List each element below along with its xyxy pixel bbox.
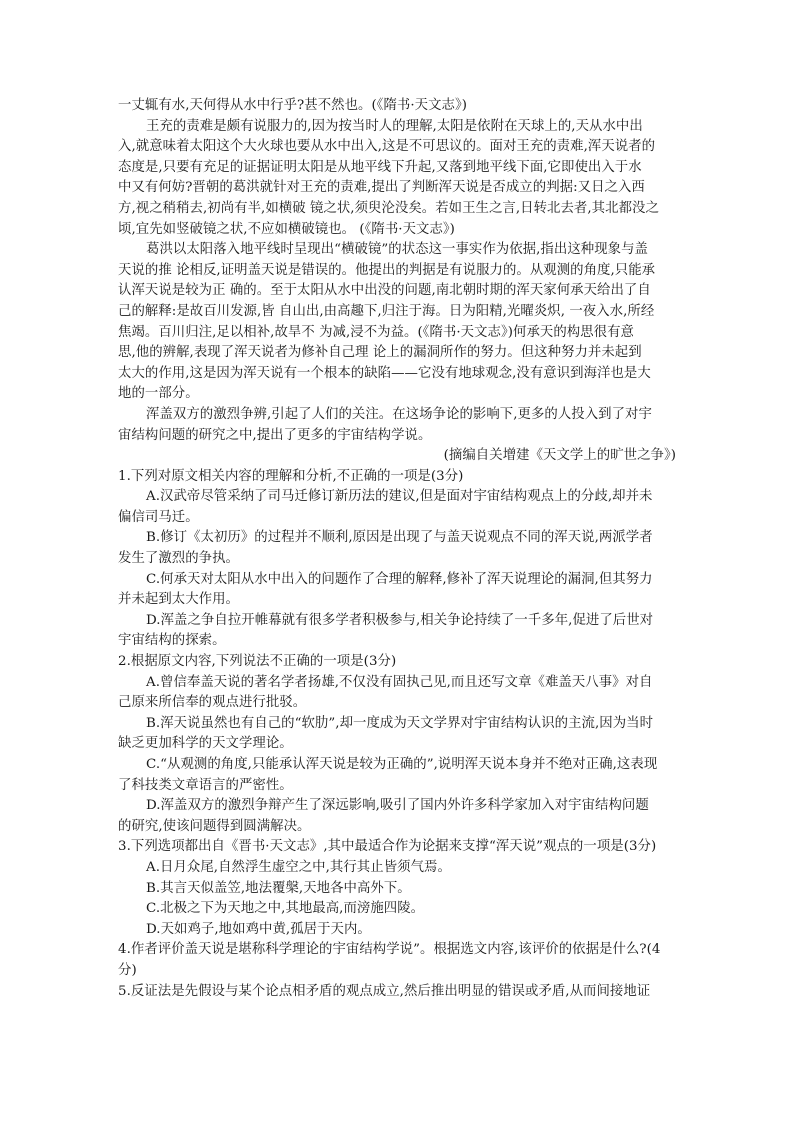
text-line: D.浑盖双方的激烈争辩产生了深远影响,吸引了国内外许多科学家加入对宇宙结构问题 [146, 798, 649, 814]
text-line: 发生了激烈的争执。 [118, 551, 239, 567]
text-line: 一丈辄有水,天何得从水中行乎?甚不然也。(《隋书·天文志》) [118, 98, 468, 113]
text-line: 入,就意味着太阳这个大火球也要从水中出入,这是不可思议的。面对王充的责难,浑天说者的 [118, 139, 656, 155]
text-line: 认浑天说是较为正 确的。至于太阳从水中出没的问题,南北朝时期的浑天家何承天给出了自 [118, 283, 651, 299]
text-line: 顷,宜先如竖破镜之状,不应如横破镜也。 (《隋书·天文志》) [118, 221, 455, 237]
text-line: 偏信司马迁。 [118, 509, 199, 525]
text-line: 王充的责难是颇有说服力的,因为按当时人的理解,太阳是依附在天球上的,天从水中出 [146, 118, 643, 134]
text-line: 己原来所信奉的观点进行批驳。 [118, 695, 307, 711]
text-line: 分) [118, 962, 137, 978]
text-line: C.“从观测的角度,只能承认浑天说是较为正确的”,说明浑天说本身并不绝对正确,这表现 [146, 757, 658, 772]
text-line: (摘编自关增建《天文学上的旷世之争》) [443, 448, 676, 464]
text-line: 4.作者评价盖天说是堪称科学理论的宇宙结构学说”。根据选文内容,该评价的依据是什么?(4 [118, 942, 661, 958]
text-line: 思,他的辨解,表现了浑天说者为修补自己理 论上的漏洞所作的努力。但这种努力并未起到 [118, 345, 642, 361]
document-body [118, 96, 676, 1002]
text-line: A.日月众尾,自然浮生虚空之中,其行其止皆须气焉。 [146, 859, 451, 875]
text-line: 葛洪以太阳落入地平线时呈现出“横破镜”的状态这一事实作为依据,指出这种现象与盖 [146, 242, 648, 258]
text-line: A.汉武帝尽管采纳了司马迁修订新历法的建议,但是面对宇宙结构观点上的分歧,却并未 [146, 489, 653, 505]
text-line: 中又有何妨?晋朝的葛洪就针对王充的责难,提出了判断浑天说是否成立的判据:又日之入西 [118, 180, 645, 196]
text-line: 缺乏更加科学的天文学理论。 [118, 736, 293, 752]
text-line: B.修订《太初历》的过程并不顺利,原因是出现了与盖天说观点不同的浑天说,两派学者 [146, 530, 653, 546]
text-line: 地的一部分。 [118, 386, 199, 402]
text-line: 太大的作用,这是因为浑天说有一个根本的缺陷——它没有地球观念,没有意识到海洋也是大 [118, 365, 651, 381]
text-line: A.曾信奉盖天说的著名学者扬雄,不仅没有固执己见,而且还写文章《难盖天八事》对自 [146, 674, 653, 690]
text-line: 浑盖双方的激烈争辨,引起了人们的关注。在这场争论的影响下,更多的人投入到了对宇 [146, 406, 652, 422]
text-line: 1.下列对原文相关内容的理解和分析,不正确的一项是(3分) [118, 468, 464, 484]
text-line: 宇宙结构的探索。 [118, 633, 226, 649]
text-line: D.浑盖之争自拉开帷幕就有很多学者积极参与,相关争论持续了一千多年,促进了后世对 [146, 612, 654, 628]
text-line: B.其言天似盖笠,地法覆槃,天地各中高外下。 [146, 880, 411, 896]
text-line: 天说的推 论相反,证明盖天说是错误的。他提出的判据是有说服力的。从观测的角度,只能承 [118, 262, 656, 278]
text-line: 3.下列选项都出自《晋书·天文志》,其中最适合作为论据来支撑“浑天说”观点的一项是(3分) [118, 839, 657, 855]
text-line: 己的解释:是故百川发源,皆 自山出,由高趣下,归注于海。日为阳精,光曜炎炽, 一夜入水,所经 [118, 303, 655, 319]
text-line: 5.反证法是先假设与某个论点相矛盾的观点成立,然后推出明显的错误或矛盾,从而间接地证 [118, 983, 651, 999]
text-line: 并未起到太大作用。 [118, 592, 239, 608]
text-line: 2.根据原文内容,下列说法不正确的一项是(3分) [118, 654, 397, 670]
text-line: 方,视之稍稍去,初尚有半,如横破 镜之状,须臾沦没矣。若如王生之言,日转北去者,其北都没之 [118, 200, 659, 216]
text-line: 态度是,只要有充足的证据证明太阳是从地平线下升起,又落到地平线下面,它即使出入于水 [118, 159, 642, 175]
text-line: 焦竭。百川归注,足以相补,故旱不 为减,浸不为益。(《隋书·天文志》)何承天的构思很有意 [118, 324, 634, 340]
text-line: C.何承天对太阳从水中出入的问题作了合理的解释,修补了浑天说理论的漏洞,但其努力 [146, 571, 653, 587]
text-line: 了科技类文章语言的严密性。 [118, 777, 293, 793]
text-line: 宙结构问题的研究之中,提出了更多的宇宙结构学说。 [118, 427, 432, 443]
text-line: B.浑天说虽然也有自己的“软肋”,却一度成为天文学界对宇宙结构认识的主流,因为当时 [146, 715, 654, 731]
text-line: 的研究,使该问题得到圆满解决。 [118, 818, 311, 834]
text-line: C.北极之下为天地之中,其地最高,而滂施四陵。 [146, 901, 425, 917]
text-line: D.天如鸡子,地如鸡中黄,孤居于天内。 [146, 921, 371, 937]
